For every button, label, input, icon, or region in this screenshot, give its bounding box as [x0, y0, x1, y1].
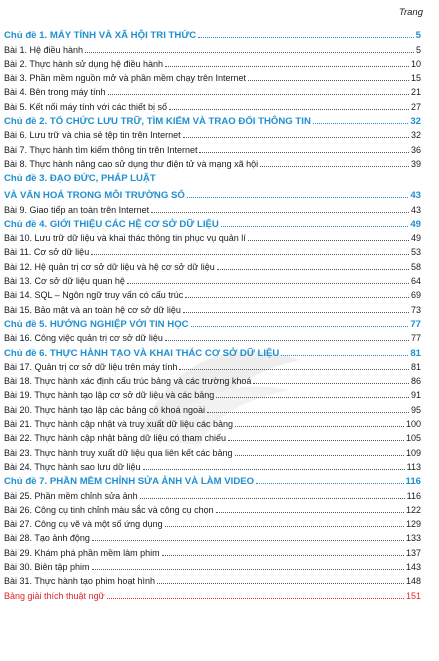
toc-page-number: 43: [410, 204, 421, 215]
toc-page-number: 148: [405, 576, 421, 587]
toc-page-number: 69: [410, 290, 421, 301]
toc-page-number: 116: [406, 490, 421, 501]
toc-entry-title: Chủ đề 6. THỰC HÀNH TẠO VÀ KHAI THÁC CƠ SỞ DỮ LIỆU: [4, 347, 280, 359]
dot-leader: [162, 555, 404, 556]
toc-entry-title: Bài 27. Công cụ vẽ và một số ứng dụng: [4, 519, 163, 530]
dot-leader: [191, 326, 409, 327]
dot-leader: [185, 297, 409, 298]
dot-leader: [165, 340, 409, 341]
toc-lesson-row[interactable]: [4, 330, 421, 344]
toc-entry-title: Bài 11. Cơ sở dữ liệu: [4, 247, 90, 258]
toc-chapter-row[interactable]: [4, 113, 421, 127]
toc-page-number: 73: [410, 304, 421, 315]
toc-lesson-row[interactable]: [4, 287, 421, 301]
toc-lesson-row[interactable]: [4, 387, 421, 401]
dot-leader: [235, 426, 404, 427]
toc-entry-title: Chủ đề 1. MÁY TÍNH VÀ XÃ HỘI TRI THỨC: [4, 30, 197, 42]
toc-page-number: 43: [410, 190, 421, 202]
toc-entry-title: Bài 16. Công việc quản trị cơ sở dữ liệu: [4, 333, 163, 344]
toc-entry-title: Bài 25. Phần mềm chỉnh sửa ảnh: [4, 490, 138, 501]
dot-leader: [187, 197, 408, 198]
toc-entry-title: Chủ đề 3. ĐẠO ĐỨC, PHÁP LUẬT: [4, 172, 156, 184]
toc-page-number: 49: [410, 233, 421, 244]
toc-page-number: 129: [405, 519, 421, 530]
toc-entry-title: Bài 15. Bảo mật và an toàn hệ cơ sở dữ liệu: [4, 304, 181, 315]
toc-lesson-row[interactable]: [4, 502, 421, 516]
dot-leader: [92, 540, 404, 541]
toc-lesson-row[interactable]: [4, 430, 421, 444]
toc-lesson-row[interactable]: [4, 258, 421, 272]
toc-lesson-row[interactable]: [4, 70, 421, 84]
toc-lesson-row[interactable]: [4, 244, 421, 258]
toc-entry-title: Bài 1. Hệ điều hành: [4, 44, 84, 55]
toc-page-number: 95: [410, 404, 421, 415]
toc-lesson-row[interactable]: [4, 41, 421, 55]
dot-leader: [91, 254, 409, 255]
toc-entry-title: Bài 10. Lưu trữ dữ liệu và khai thác thông tin phục vụ quản lí: [4, 233, 246, 244]
toc-entry-title: Chủ đề 7. PHẦN MỀM CHỈNH SỬA ẢNH VÀ LÀM VIDEO: [4, 476, 255, 488]
dot-leader: [217, 269, 409, 270]
dot-leader: [256, 483, 403, 484]
toc-lesson-row[interactable]: [4, 401, 421, 415]
toc-page-number: 151: [405, 590, 421, 601]
toc-entry-title: VÀ VĂN HOÁ TRONG MÔI TRƯỜNG SỐ: [4, 190, 185, 202]
toc-entry-title: Bài 20. Thực hành tạo lập các bảng có khoá ngoài: [4, 404, 206, 415]
toc-page-number: 109: [405, 447, 421, 458]
page-column-label: Trang: [398, 7, 423, 18]
toc-page-number: 133: [405, 533, 421, 544]
toc-entry-title: Bài 18. Thực hành xác định cấu trúc bảng và các trường khoá: [4, 376, 252, 387]
toc-entry-title: Bài 31. Thực hành tạo phim hoạt hình: [4, 576, 155, 587]
toc-chapter-row[interactable]: [4, 344, 421, 358]
toc-chapter-row[interactable]: [4, 27, 421, 41]
toc-lesson-row[interactable]: [4, 301, 421, 315]
toc-lesson-row[interactable]: [4, 98, 421, 112]
toc-entry-title: Bài 26. Công cụ tinh chỉnh màu sắc và công cụ chọn: [4, 504, 214, 515]
toc-lesson-row[interactable]: [4, 127, 421, 141]
toc-entry-title: Bài 3. Phần mềm nguồn mở và phần mềm chạy trên Internet: [4, 73, 247, 84]
toc-page-number: 49: [410, 218, 421, 230]
dot-leader: [207, 412, 409, 413]
toc-entry-title: Bài 24. Thực hành sao lưu dữ liệu: [4, 461, 141, 472]
dot-leader: [199, 152, 409, 153]
toc-page-number: 5: [415, 30, 421, 42]
dot-leader: [216, 512, 404, 513]
toc-entry-title: Bài 19. Thực hành tạo lập cơ sở dữ liệu và các bảng: [4, 390, 215, 401]
toc-lesson-row[interactable]: [4, 373, 421, 387]
toc-lesson-row[interactable]: [4, 416, 421, 430]
dot-leader: [157, 583, 404, 584]
toc-page-number: 10: [410, 58, 421, 69]
dot-leader: [253, 383, 409, 384]
dot-leader: [107, 598, 404, 599]
dot-leader: [179, 369, 409, 370]
dot-leader: [92, 569, 404, 570]
toc-entry-title: Bài 8. Thực hành nâng cao sử dụng thư điện tử và mạng xã hội: [4, 158, 259, 169]
toc-page-number: 113: [406, 461, 421, 472]
toc-page-number: 81: [410, 347, 421, 359]
dot-leader: [169, 109, 409, 110]
toc-page-number: 77: [410, 333, 421, 344]
toc-entry-title: Bài 21. Thực hành cập nhật và truy xuất dữ liệu các bảng: [4, 419, 234, 430]
dot-leader: [221, 226, 409, 227]
dot-leader: [140, 498, 405, 499]
toc-page-number: 32: [410, 116, 421, 128]
toc-lesson-row[interactable]: [4, 444, 421, 458]
dot-leader: [127, 283, 409, 284]
toc-lesson-row[interactable]: [4, 156, 421, 170]
toc-lesson-row[interactable]: [4, 201, 421, 215]
toc-entry-title: Bài 9. Giao tiếp an toàn trên Internet: [4, 204, 150, 215]
toc-page-number: 91: [410, 390, 421, 401]
dot-leader: [260, 166, 409, 167]
dot-leader: [143, 469, 405, 470]
toc-entry-title: Bài 6. Lưu trữ và chia sẻ tệp tin trên Internet: [4, 130, 181, 141]
toc-page-number: 39: [410, 158, 421, 169]
toc-lesson-row[interactable]: [4, 459, 421, 473]
toc-entry-title: Bài 29. Khám phá phần mềm làm phim: [4, 547, 160, 558]
dot-leader: [313, 123, 408, 124]
toc-page-number: 36: [410, 144, 421, 155]
toc-page-number: 100: [405, 419, 421, 430]
dot-leader: [235, 455, 404, 456]
dot-leader: [165, 66, 409, 67]
toc-page-number: 64: [410, 276, 421, 287]
dot-leader: [85, 52, 414, 53]
toc-entry-title: Chủ đề 2. TỔ CHỨC LƯU TRỮ, TÌM KIẾM VÀ TRAO ĐỔI THÔNG TIN: [4, 116, 311, 128]
dot-leader: [248, 240, 409, 241]
toc-entry-title: Bài 7. Thực hành tìm kiếm thông tin trên Internet: [4, 144, 198, 155]
toc-entry-title: Bài 12. Hệ quản trị cơ sở dữ liệu và hệ cơ sở dữ liệu: [4, 261, 215, 272]
toc-page-number: 77: [410, 318, 421, 330]
toc-chapter-row[interactable]: [4, 170, 421, 187]
toc-glossary-row[interactable]: [4, 587, 421, 601]
toc-page-number: 21: [410, 87, 421, 98]
dot-leader: [216, 397, 409, 398]
toc-lesson-row[interactable]: [4, 273, 421, 287]
toc-lesson-row[interactable]: [4, 230, 421, 244]
toc-lesson-row[interactable]: [4, 84, 421, 98]
toc-entry-title: Bảng giải thích thuật ngữ: [4, 590, 105, 601]
toc-chapter-row[interactable]: [4, 216, 421, 230]
toc-entry-title: Bài 22. Thực hành cập nhật bảng dữ liệu có tham chiếu: [4, 433, 227, 444]
dot-leader: [248, 80, 409, 81]
toc-entry-title: Bài 23. Thực hành truy xuất dữ liệu qua liên kết các bảng: [4, 447, 233, 458]
toc-entry-title: Bài 17. Quản trị cơ sở dữ liệu trên máy tính: [4, 361, 178, 372]
toc-entry-title: Bài 4. Bên trong máy tính: [4, 87, 106, 98]
dot-leader: [183, 137, 409, 138]
toc-page-number: 32: [410, 130, 421, 141]
toc-entry-title: Bài 2. Thực hành sử dụng hệ điều hành: [4, 58, 163, 69]
toc-lesson-row[interactable]: [4, 573, 421, 587]
dot-leader: [228, 440, 404, 441]
toc-page-number: 58: [410, 261, 421, 272]
toc-entry-title: Bài 13. Cơ sở dữ liệu quan hệ: [4, 276, 125, 287]
toc-lesson-row[interactable]: [4, 530, 421, 544]
toc-entry-title: Bài 5. Kết nối máy tính với các thiết bị số: [4, 101, 167, 112]
toc-page-number: 105: [405, 433, 421, 444]
toc-page-number: 27: [410, 101, 421, 112]
toc-page-number: 5: [415, 44, 421, 55]
toc-page-number: 81: [410, 361, 421, 372]
toc-entry-title: Chủ đề 4. GIỚI THIỆU CÁC HỆ CƠ SỞ DỮ LIỆU: [4, 218, 219, 230]
dot-leader: [165, 526, 404, 527]
toc-lesson-row[interactable]: [4, 359, 421, 373]
dot-leader: [108, 94, 409, 95]
toc-entry-title: Chủ đề 5. HƯỚNG NGHIỆP VỚI TIN HỌC: [4, 318, 189, 330]
toc-entry-title: Bài 28. Tạo ảnh động: [4, 533, 90, 544]
toc-lesson-row[interactable]: [4, 56, 421, 70]
toc-entry-title: Bài 14. SQL – Ngôn ngữ truy vấn có cấu trúc: [4, 290, 184, 301]
toc-lesson-row[interactable]: [4, 516, 421, 530]
toc-lesson-row[interactable]: [4, 487, 421, 501]
toc-page-number: 116: [405, 476, 421, 488]
toc-entry-title: Bài 30. Biên tập phim: [4, 561, 90, 572]
dot-leader: [183, 312, 409, 313]
dot-leader: [198, 37, 413, 38]
toc-lesson-row[interactable]: [4, 559, 421, 573]
toc-page-number: 15: [410, 73, 421, 84]
toc-chapter-row[interactable]: [4, 187, 421, 201]
toc-page-number: 53: [410, 247, 421, 258]
toc-chapter-row[interactable]: [4, 473, 421, 487]
toc-page-number: 143: [405, 561, 421, 572]
dot-leader: [151, 212, 409, 213]
toc-page-number: 122: [405, 504, 421, 515]
toc-page-number: 86: [410, 376, 421, 387]
toc-chapter-row[interactable]: [4, 316, 421, 330]
toc-lesson-row[interactable]: [4, 544, 421, 558]
toc-page-number: 137: [405, 547, 421, 558]
toc-lesson-row[interactable]: [4, 141, 421, 155]
table-of-contents: [4, 27, 421, 602]
dot-leader: [281, 355, 408, 356]
